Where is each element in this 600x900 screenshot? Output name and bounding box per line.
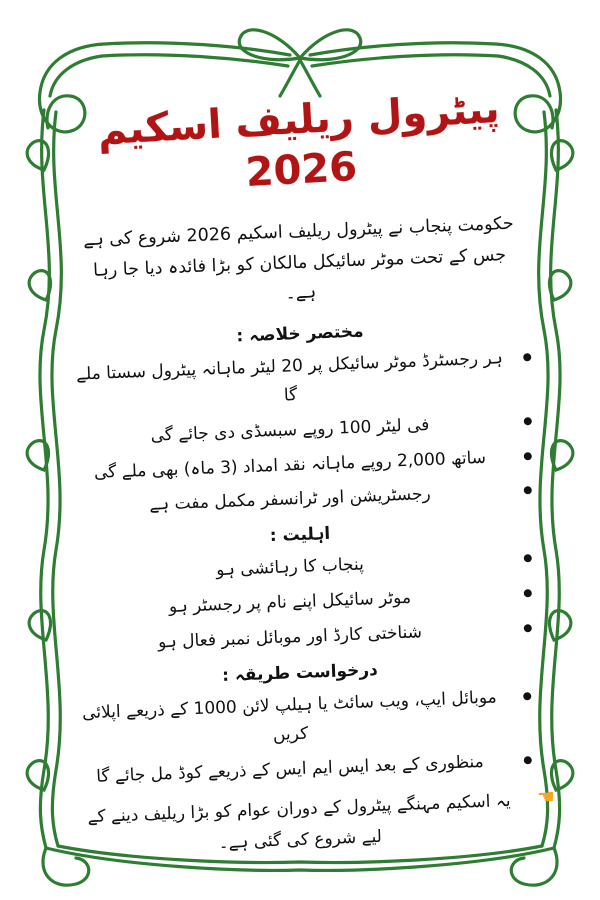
list-item: موٹر سائیکل اپنے نام پر رجسٹر ہو [58, 579, 543, 626]
list-item: ساتھ 2,000 روپے ماہانہ نقد امداد (3 ماہ) بھی ملے گی [58, 441, 543, 488]
list-item: موبائل ایپ، ویب سائٹ یا ہیلپ لائن 1000 کے ذریعے اپلائی کریں [57, 682, 543, 758]
pointing-hand-icon: ☛ [537, 783, 557, 809]
page-title: پیٹرول ریلیف اسکیم 2026 [96, 85, 501, 197]
closing-text: یہ اسکیم مہنگے پیٹرول کے دوران عوام کو بڑا ریلیف دینے کے لیے شروع کی گئی ہے۔ [87, 790, 512, 853]
apply-list [58, 687, 542, 787]
eligibility-list [58, 553, 542, 652]
list-item: ہر رجسٹرڈ موٹر سائیکل پر 20 لیٹر ماہانہ پیٹرول سستا ملے گا [57, 343, 543, 419]
closing-paragraph [76, 783, 557, 863]
list-item: رجسٹریشن اور ٹرانسفر مکمل مفت ہے [58, 476, 543, 523]
section-heading-apply: درخواست طریقہ : [221, 660, 379, 686]
list-item: پنجاب کا رہائشی ہو [58, 544, 543, 591]
intro-paragraph: حکومت پنجاب نے پیٹرول ریلیف اسکیم 2026 شروع کی ہے جس کے تحت موٹر سائیکل مالکان کو بڑا فائدہ دیا جا رہا ہے۔ [83, 213, 515, 304]
section-heading-summary: مختصر خلاصہ : [236, 321, 364, 347]
summary-list [58, 348, 542, 516]
list-item: فی لیٹر 100 روپے سبسڈی دی جائے گی [58, 406, 543, 453]
section-heading-eligibility: اہلیت : [269, 524, 331, 547]
list-item: شناختی کارڈ اور موبائل نمبر فعال ہو [58, 614, 543, 661]
list-item: منظوری کے بعد ایس ایم ایس کے ذریعے کوڈ مل جائے گا [58, 746, 543, 793]
